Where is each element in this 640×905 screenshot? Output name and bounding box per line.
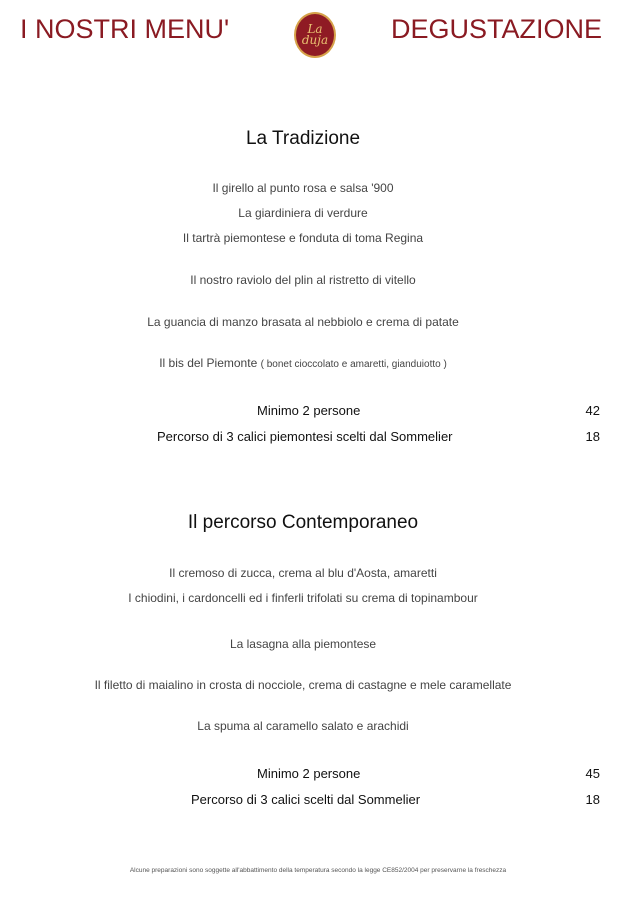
dish-item: La guancia di manzo brasata al nebbiolo e crema di patate — [147, 315, 459, 329]
dish-item: La lasagna alla piemontese — [229, 637, 377, 651]
dish-item: La giardiniera di verdure — [238, 206, 368, 220]
logo-text-line1: La — [307, 22, 323, 36]
dish-item: Il tartrà piemontese e fonduta di toma Regina — [182, 231, 424, 245]
price-label: Minimo 2 persone — [257, 403, 361, 418]
dish-item: I chiodini, i cardoncelli ed i finferli trifolati su crema di topinambour — [128, 591, 478, 605]
dish-item: Il nostro raviolo del plin al ristretto di vitello — [190, 273, 416, 287]
price-value: 18 — [585, 429, 600, 444]
dish-item: La spuma al caramello salato e arachidi — [197, 719, 409, 733]
menu-title-contemporaneo: Il percorso Contemporaneo — [187, 512, 419, 533]
price-label: Percorso di 3 calici scelti dal Sommelier — [191, 792, 421, 807]
dish-item: Il cremoso di zucca, crema al blu d'Aosta, amaretti — [169, 566, 437, 580]
restaurant-logo — [294, 12, 336, 58]
legal-footnote: Alcune preparazioni sono soggette all'abbattimento della temperatura secondo la legge CE852/2004 per preservarne la freschezza — [129, 867, 507, 874]
header-left-title: I NOSTRI MENU' — [20, 14, 230, 44]
price-label: Minimo 2 persone — [257, 766, 361, 781]
header-right-title: DEGUSTAZIONE — [390, 14, 602, 44]
logo-text-line2: duja — [301, 33, 329, 47]
menu-title-tradizione: La Tradizione — [245, 128, 361, 149]
dish-item: Il girello al punto rosa e salsa '900 — [212, 181, 394, 195]
price-value: 18 — [585, 792, 600, 807]
dish-item — [0, 356, 606, 370]
price-label: Percorso di 3 calici piemontesi scelti dal Sommelier — [157, 429, 453, 444]
dish-item: Il filetto di maialino in crosta di nocciole, crema di castagne e mele caramellate — [94, 678, 512, 692]
price-value: 45 — [585, 766, 600, 781]
dish-note: ( bonet cioccolato e amaretti, gianduiotto ) — [260, 359, 447, 370]
price-value: 42 — [585, 403, 600, 418]
dish-name: Il bis del Piemonte — [159, 356, 258, 370]
